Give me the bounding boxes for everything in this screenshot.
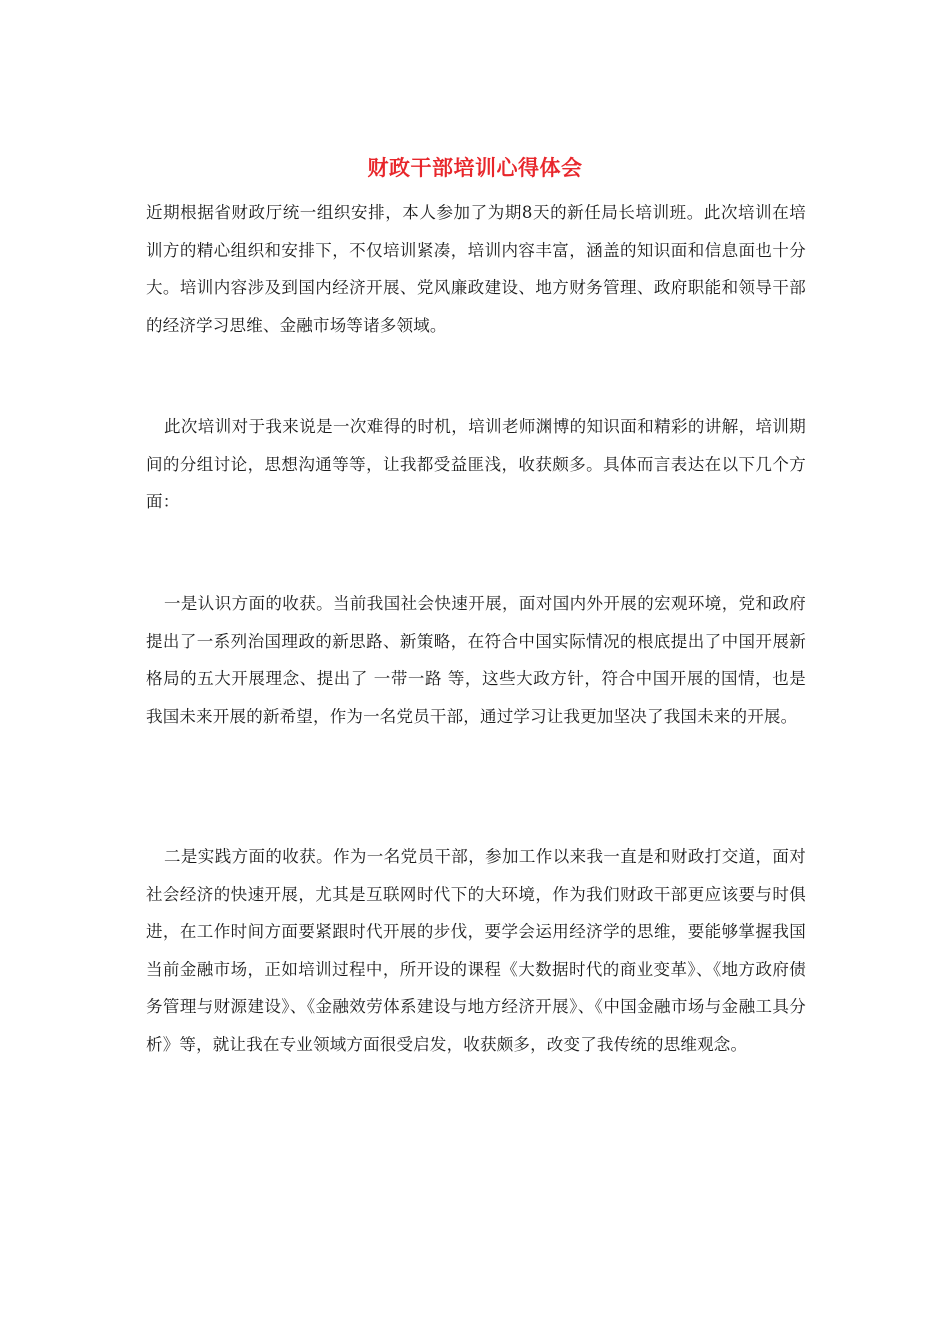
paragraph-overview: 此次培训对于我来说是一次难得的时机，培训老师渊博的知识面和精彩的讲解，培训期间的分组讨论，思想沟通等等，让我都受益匪浅，收获颇多。具体而言表达在以下几个方面： <box>146 417 806 511</box>
paragraph-cognitive-gains: 一是认识方面的收获。当前我国社会快速开展，面对国内外开展的宏观环境，党和政府提出了一系列治国理政的新思路、新策略，在符合中国实际情况的根底提出了中国开展新格局的五大开展理念、提出了 一带一路 等，这些大政方针，符合中国开展的国情，也是我国未来开展的新希望，作为一名党员干部，通过学习让我更加坚决了我国未来的开展。 <box>146 594 806 726</box>
paragraph-intro: 近期根据省财政厅统一组织安排，本人参加了为期8天的新任局长培训班。此次培训在培训方的精心组织和安排下，不仅培训紧凑，培训内容丰富，涵盖的知识面和信息面也十分大。培训内容涉及到国内经济开展、党风廉政建设、地方财务管理、政府职能和领导干部的经济学习思维、金融市场等诸多领域。 <box>146 203 806 335</box>
document-title: 财政干部培训心得体会 <box>367 155 583 180</box>
paragraph-practical-gains: 二是实践方面的收获。作为一名党员干部，参加工作以来我一直是和财政打交道，面对社会经济的快速开展，尤其是互联网时代下的大环境，作为我们财政干部更应该要与时俱进，在工作时间方面要紧跟时代开展的步伐，要学会运用经济学的思维，要能够掌握我国当前金融市场，正如培训过程中，所开设的课程《大数据时代的商业变革》、《地方政府债务管理与财源建设》、《金融效劳体系建设与地方经济开展》、《中国金融市场与金融工具分析》等，就让我在专业领域方面很受启发，收获颇多，改变了我传统的思维观念。 <box>146 847 806 1054</box>
